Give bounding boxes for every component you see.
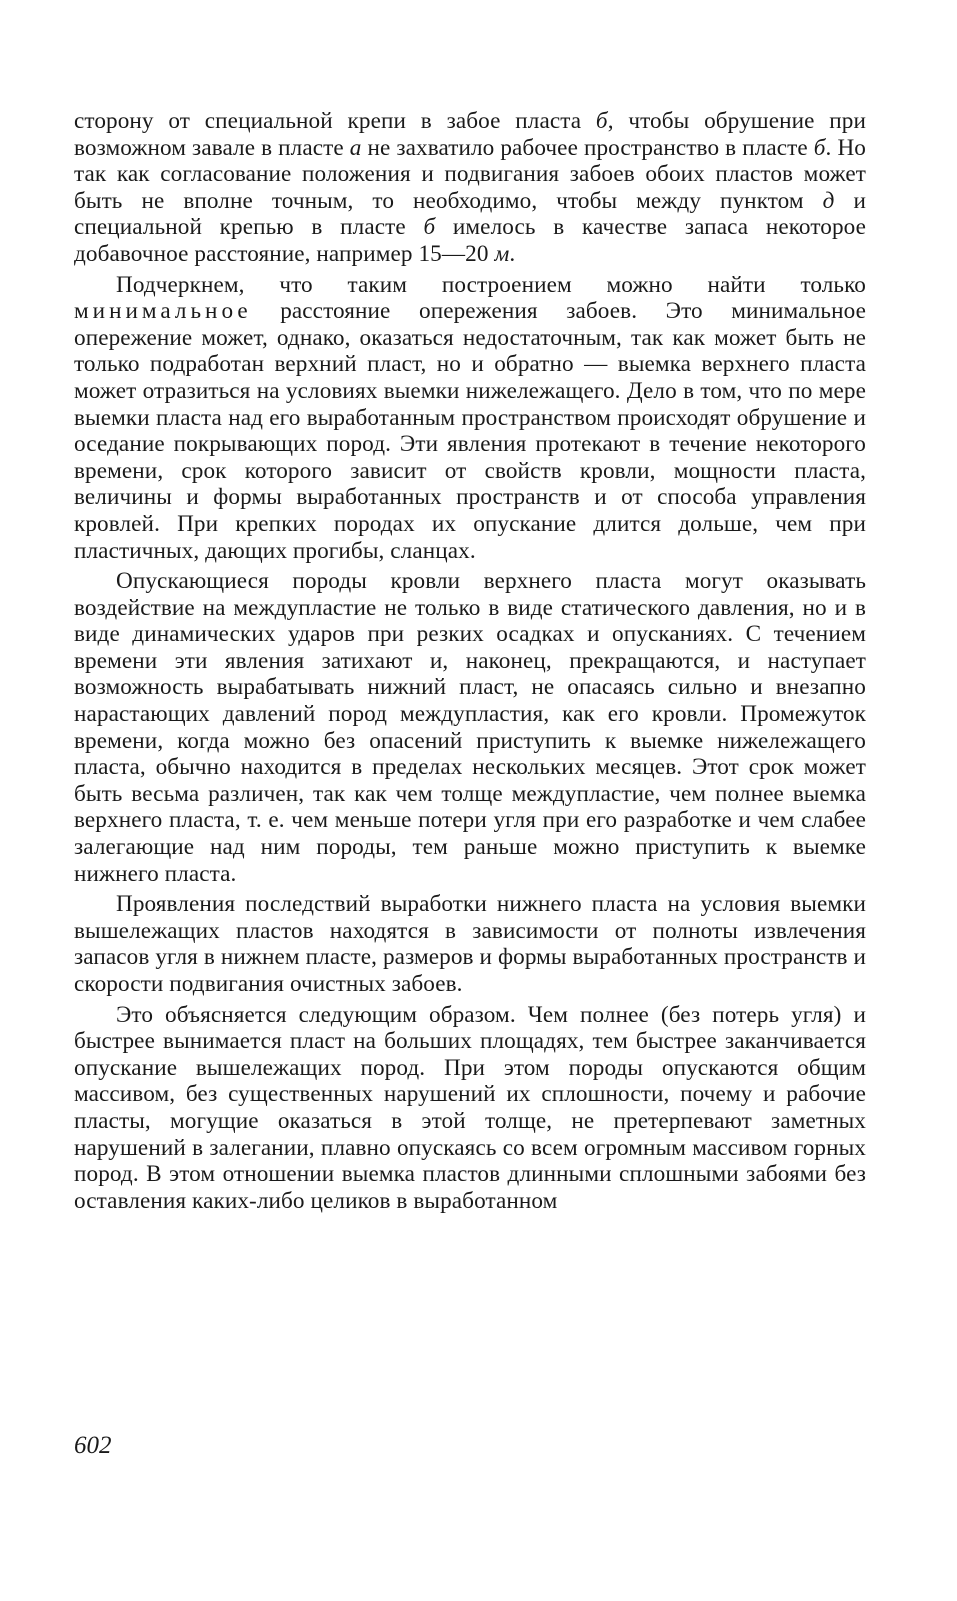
paragraph-1 <box>74 108 866 268</box>
paragraph-5 <box>74 1002 866 1215</box>
p1-s11: имелось в качестве запаса некоторое добавочное расстояние, например 15—20 <box>74 214 867 267</box>
paragraph-2 <box>74 272 866 565</box>
p1-s1: сторону от специальной крепи в забое пласта <box>74 108 596 134</box>
paragraph-3 <box>74 568 866 887</box>
p1-s13: . <box>509 240 516 267</box>
p1-s4: а <box>349 134 362 161</box>
p1-s5: не захватило рабочее пространство в пласте <box>361 134 814 161</box>
page-number: 602 <box>74 1432 112 1459</box>
p1-s3: , чтобы обрушение при возможном завале в пласте <box>74 108 867 161</box>
p2-s1: Подчеркнем, что таким построением можно найти только <box>116 271 866 298</box>
p1-s12: м <box>494 240 510 267</box>
p4-s1: Проявления последствий выработки нижнего пласта на условия выемки вышележащих пластов находятся в зависимости от полноты извлечения запасов угля в нижнем пласте, размеров и формы выработанных пространств и скорости подвигания очистных забоев. <box>74 891 866 997</box>
p1-s8: д <box>822 187 835 214</box>
page-body <box>74 108 866 1214</box>
p1-s9: и специальной крепью в пласте <box>74 187 866 241</box>
p1-s6: б <box>813 134 826 161</box>
p1-s7: . Но так как согласование положения и подвигания забоев обоих пластов может быть не вполне точным, то необходимо, чтобы между пунктом <box>74 134 866 214</box>
p3-s1: Опускающиеся породы кровли верхнего пласта могут оказывать воздействие на междупластие не только в виде статического давления, но и в виде динамических ударов при резких осадках и опусканиях. С течением времени эти явления затихают и, наконец, прекращаются, и наступает возможность вырабатывать нижний пласт, не опасаясь сильно и внезапно нарастающих давлений пород междупластия, как его кровли. Промежуток времени, когда можно без опасений приступить к выемке нижележащего пласта, обычно находится в пределах нескольких месяцев. Этот срок может быть весьма различен, так как чем толще междупластие, чем полнее выемка верхнего пласта, т. е. чем меньше потери угля при его разработке и чем слабее залегающие над ним породы, тем раньше можно приступить к выемке нижнего пласта. <box>74 568 866 887</box>
paragraph-4 <box>74 891 866 997</box>
p1-s2: б <box>595 108 608 134</box>
p2-emphasis: минимальное <box>74 298 252 325</box>
p5-s1: Это объясняется следующим образом. Чем полнее (без потерь угля) и быстрее вынимается пласт на больших площадях, тем быстрее заканчивается опускание вышележащих пород. При этом породы опускаются общим массивом, без существенных нарушений их сплошности, почему и рабочие пласты, могущие оказаться в этой толще, не претерпевают заметных нарушений в залегании, плавно опускаясь со всем огромным массивом горных пород. В этом отношении выемка пластов длинными сплошными забоями без оставления каких-либо целиков в выработанном <box>74 1001 866 1214</box>
p2-s3: расстояние опережения забоев. Это минимальное опережение может, однако, оказаться недостаточным, так как может быть не только подработан верхний пласт, но и обратно — выемка верхнего пласта может отразиться на условиях выемки нижележащего. Дело в том, что по мере выемки пласта над его выработанным пространством происходят обрушение и оседание покрывающих пород. Эти явления протекают в течение некоторого времени, срок которого зависит от свойств кровли, мощности пласта, величины и формы выработанных пространств и от способа управления кровлей. При крепких породах их опускание длится дольше, чем при пластичных, дающих прогибы, сланцах. <box>74 298 866 564</box>
p1-s10: б <box>423 214 436 241</box>
